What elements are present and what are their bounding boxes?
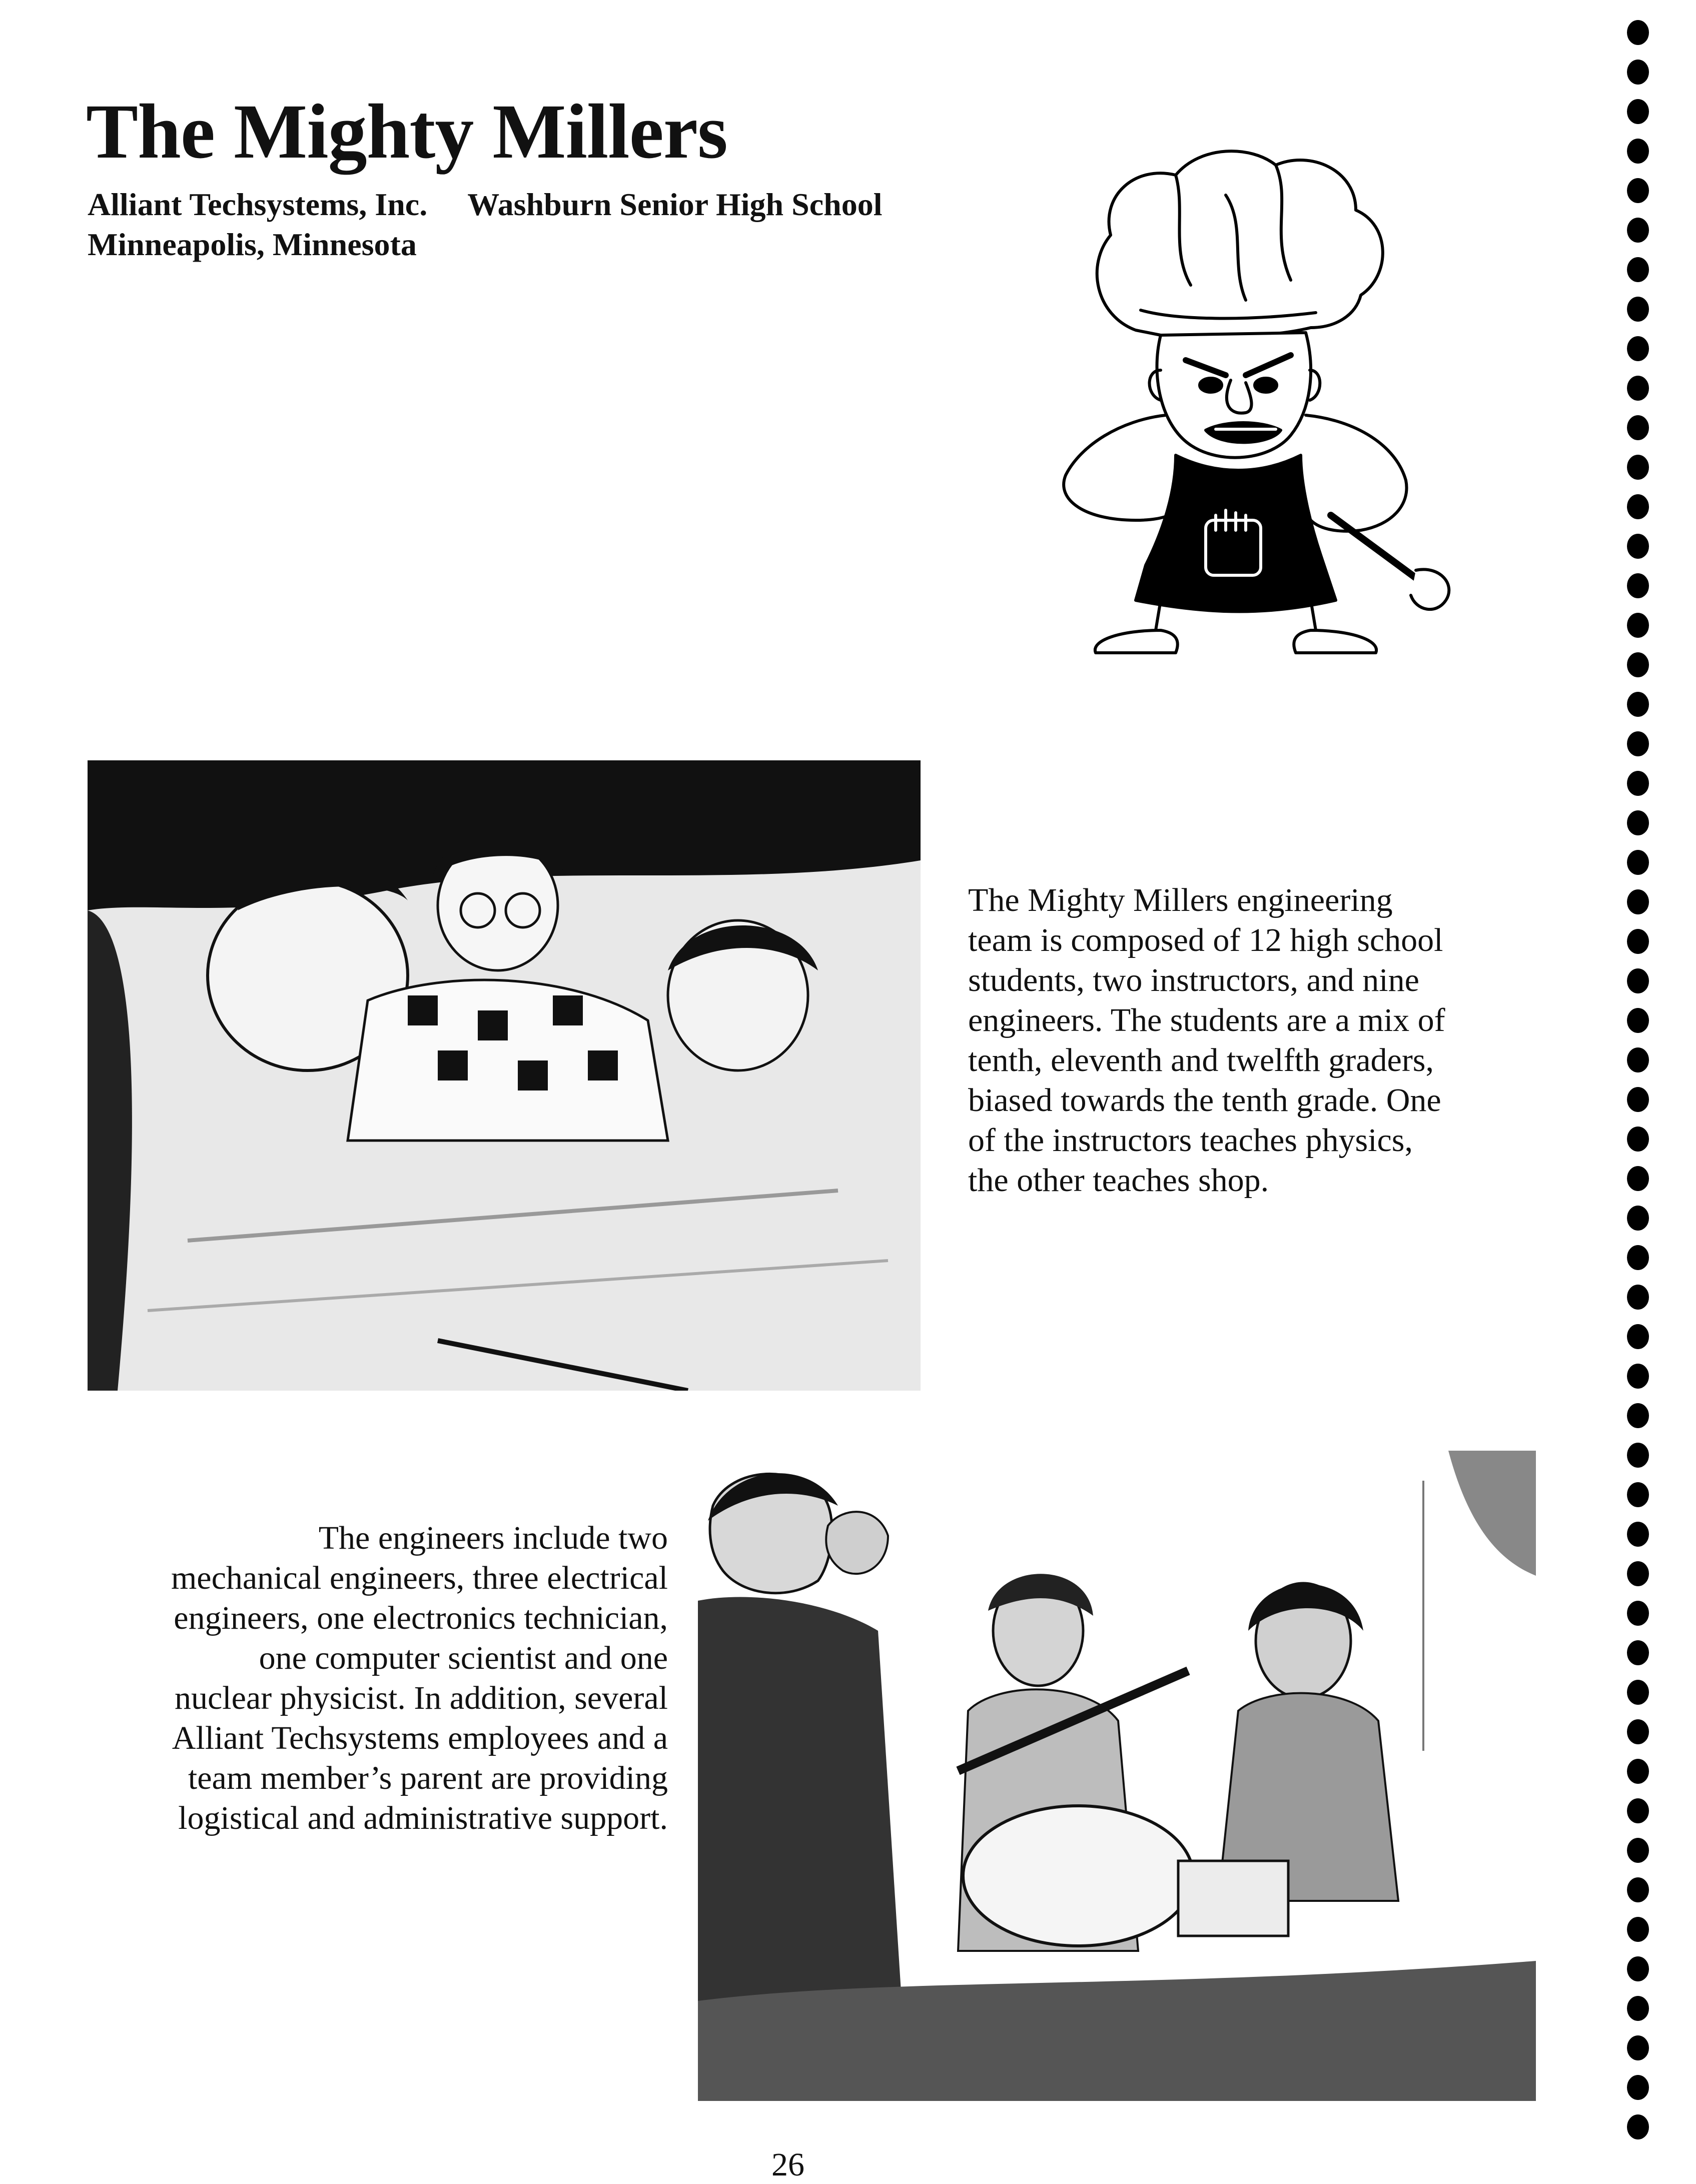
binding-hole <box>1627 1166 1649 1191</box>
text-line: mechanical engineers, three electrical <box>171 1560 668 1596</box>
spiral-binding <box>1627 20 1657 2171</box>
binding-hole <box>1627 1759 1649 1784</box>
binding-hole <box>1627 2114 1649 2139</box>
text-line: nuclear physicist. In addition, several <box>174 1680 668 1716</box>
binding-hole <box>1627 2035 1649 2060</box>
binding-hole <box>1627 1324 1649 1349</box>
binding-hole <box>1627 1640 1649 1665</box>
binding-hole <box>1627 889 1649 914</box>
binding-hole <box>1627 178 1649 203</box>
binding-hole <box>1627 1917 1649 1942</box>
binding-hole <box>1627 376 1649 401</box>
binding-hole <box>1627 494 1649 519</box>
binding-hole <box>1627 1443 1649 1468</box>
binding-hole <box>1627 652 1649 677</box>
team-composition-paragraph <box>968 880 1518 1201</box>
text-line: students, two instructors, and nine <box>968 962 1419 998</box>
binding-hole <box>1627 1008 1649 1033</box>
binding-hole <box>1627 771 1649 796</box>
page-title: The Mighty Millers <box>86 88 727 175</box>
binding-hole <box>1627 810 1649 835</box>
binding-hole <box>1627 455 1649 480</box>
page-number: 26 <box>771 2146 804 2183</box>
binding-hole <box>1627 692 1649 717</box>
text-line: one computer scientist and one <box>259 1640 668 1676</box>
binding-hole <box>1627 534 1649 559</box>
binding-hole <box>1627 218 1649 243</box>
binding-hole <box>1627 1719 1649 1744</box>
binding-hole <box>1627 99 1649 124</box>
engineers-paragraph <box>88 1518 668 1838</box>
text-line: engineers, one electronics technician, <box>174 1600 668 1636</box>
sponsor-name: Alliant Techsystems, Inc. <box>88 187 428 222</box>
binding-hole <box>1627 731 1649 756</box>
binding-hole <box>1627 297 1649 322</box>
binding-hole <box>1627 1601 1649 1626</box>
binding-hole <box>1627 257 1649 282</box>
binding-hole <box>1627 573 1649 598</box>
binding-hole <box>1627 1996 1649 2021</box>
binding-hole <box>1627 336 1649 361</box>
text-line: The Mighty Millers engineering <box>968 882 1393 918</box>
team-photo-students <box>88 760 921 1391</box>
binding-hole <box>1627 1087 1649 1112</box>
binding-hole <box>1627 1680 1649 1705</box>
text-line: Alliant Techsystems employees and a <box>172 1720 668 1756</box>
binding-hole <box>1627 1127 1649 1152</box>
location: Minneapolis, Minnesota <box>88 227 417 262</box>
binding-hole <box>1627 1364 1649 1389</box>
binding-hole <box>1627 1403 1649 1428</box>
binding-hole <box>1627 1956 1649 1981</box>
binding-hole <box>1627 60 1649 85</box>
binding-hole <box>1627 1838 1649 1863</box>
binding-hole <box>1627 2075 1649 2100</box>
team-photo-workshop <box>698 1451 1536 2101</box>
binding-hole <box>1627 1285 1649 1310</box>
text-line: team is composed of 12 high school <box>968 922 1443 958</box>
binding-hole <box>1627 1245 1649 1270</box>
binding-hole <box>1627 1877 1649 1902</box>
binding-hole <box>1627 20 1649 45</box>
text-line: logistical and administrative support. <box>178 1800 668 1836</box>
binding-hole <box>1627 139 1649 164</box>
school-name: Washburn Senior High School <box>467 187 883 222</box>
binding-hole <box>1627 415 1649 440</box>
team-photo-students-image <box>88 760 921 1391</box>
binding-hole <box>1627 1482 1649 1507</box>
binding-hole <box>1627 1206 1649 1231</box>
text-line: The engineers include two <box>318 1520 668 1556</box>
binding-hole <box>1627 1047 1649 1072</box>
binding-hole <box>1627 929 1649 954</box>
binding-hole <box>1627 1522 1649 1547</box>
binding-hole <box>1627 1798 1649 1823</box>
team-photo-workshop-image <box>698 1451 1536 2101</box>
text-line: engineers. The students are a mix of <box>968 1002 1445 1038</box>
text-line: tenth, eleventh and twelfth graders, <box>968 1042 1434 1078</box>
affiliation-line <box>88 186 883 223</box>
text-line: of the instructors teaches physics, <box>968 1122 1413 1159</box>
binding-hole <box>1627 1561 1649 1586</box>
binding-hole <box>1627 850 1649 875</box>
text-line: team member’s parent are providing <box>188 1760 668 1796</box>
binding-hole <box>1627 613 1649 638</box>
mascot-illustration <box>1011 135 1461 660</box>
text-line: the other teaches shop. <box>968 1162 1269 1199</box>
binding-hole <box>1627 968 1649 993</box>
text-line: biased towards the tenth grade. One <box>968 1082 1441 1119</box>
